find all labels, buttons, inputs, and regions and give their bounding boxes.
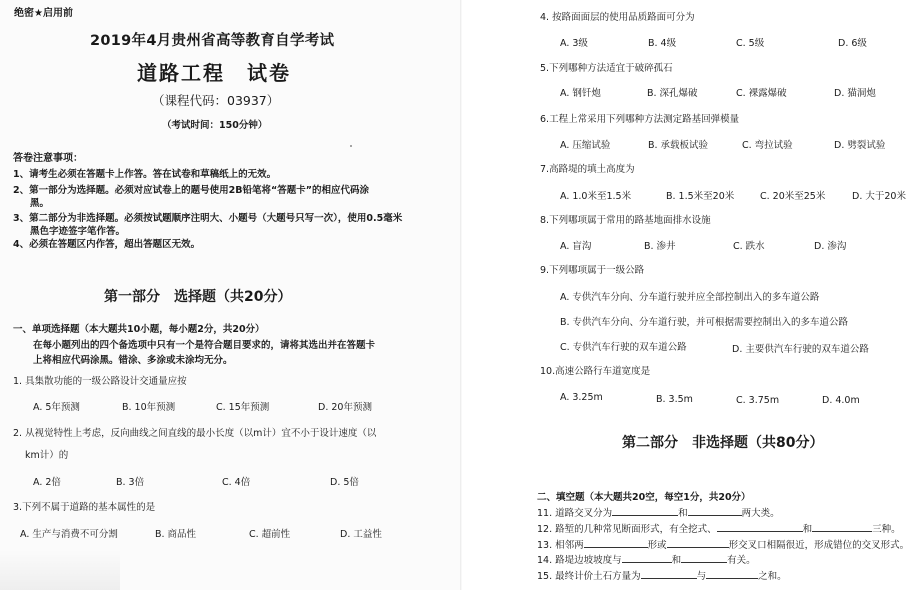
note-item: 2、第一部分为选择题。必须对应试卷上的题号使用2B铅笔将“答题卡”的相应代码涂 [13,185,369,196]
q9-option-a: A. 专供汽车分向、分车道行驶并应全部控制出入的多车道公路 [560,292,820,303]
answer-blank[interactable] [622,554,672,563]
q7-option-a: A. 1.0米至1.5米 [560,191,632,202]
fill-in-text: 形交叉口相隔很近，形成错位的交叉形式。 [728,540,910,551]
q2-option-c: C. 4倍 [222,477,251,488]
question-1-stem: 1. 具集散功能的一级公路设计交通量应按 [13,376,187,387]
answer-blank[interactable] [641,570,697,579]
answer-blank[interactable] [706,570,758,579]
q6-option-b: B. 承载板试验 [648,140,709,151]
confidential-mark: 绝密★启用前 [14,8,73,19]
q2-option-a: A. 2倍 [33,477,61,488]
fill-in-text: 之和。 [758,571,787,582]
fill-in-text: 路堑的几种常见断面形式，有全挖式、 [555,524,717,535]
question-2-stem: km计）的 [25,450,69,461]
answer-blank[interactable] [812,523,872,532]
question-3-stem: 3.下列不属于道路的基本属性的是 [13,502,156,513]
fill-in-text: 和 [678,508,688,519]
q2-option-d: D. 5倍 [330,477,359,488]
q1-option-c: C. 15年预测 [216,402,270,413]
q7-option-c: C. 20米至25米 [760,191,826,202]
fill-in-text: 三种。 [872,524,901,535]
q5-option-a: A. 钢钎炮 [560,88,601,99]
q3-option-d: D. 工益性 [340,529,382,540]
fill-in-number: 15. [537,571,553,582]
q9-option-d: D. 主要供汽车行驶的双车道公路 [732,344,869,355]
q4-option-a: A. 3级 [560,38,588,49]
fill-in-text: 和 [802,524,813,535]
section2-heading: 二、填空题（本大题共20空，每空1分，共20分） [537,492,751,503]
q3-option-c: C. 超前性 [249,529,291,540]
fill-in-text: 两大类。 [741,508,780,519]
fill-in-12 [537,523,901,535]
q8-option-d: D. 渗沟 [814,241,847,252]
q10-option-c: C. 3.75m [736,395,780,406]
q4-option-b: B. 4级 [648,38,677,49]
question-5-stem: 5.下列哪种方法适宜于破碎孤石 [540,63,673,74]
answer-blank[interactable] [584,539,648,548]
fill-in-number: 13. [537,540,553,551]
q5-option-d: D. 猫洞炮 [834,88,876,99]
q10-option-b: B. 3.5m [656,394,693,405]
question-4-stem: 4. 按路面面层的使用品质路面可分为 [540,12,695,23]
part2-title: 第二部分 非选择题（共80分） [622,435,824,451]
question-10-stem: 10.高速公路行车道宽度是 [540,366,651,377]
question-9-stem: 9.下列哪项属于一级公路 [540,265,645,276]
q5-option-b: B. 深孔爆破 [647,88,698,99]
question-8-stem: 8.下列哪项属于常用的路基地面排水设施 [540,215,711,226]
q10-option-a: A. 3.25m [560,392,603,403]
note-item: 黑。 [30,198,50,209]
scan-speck [350,145,352,147]
note-item: 黑色字迹签字笔作答。 [30,226,126,237]
question-7-stem: 7.高路堤的填土高度为 [540,164,635,175]
q1-option-a: A. 5年预测 [33,402,80,413]
scan-shadow [0,550,120,590]
q2-option-b: B. 3倍 [116,477,145,488]
q8-option-c: C. 跌水 [733,241,765,252]
q3-option-a: A. 生产与消费不可分割 [20,529,118,540]
fill-in-number: 12. [537,524,553,535]
section1-desc: 上将相应代码涂黑。错涂、多涂或未涂均无分。 [33,355,233,366]
q5-option-c: C. 裸露爆破 [736,88,787,99]
fill-in-text: 最终计价土石方量为 [555,571,641,582]
q9-option-c: C. 专供汽车行驶的双车道公路 [560,342,687,353]
fill-in-number: 14. [537,555,553,566]
question-2-stem: 2. 从视觉特性上考虑，反向曲线之间直线的最小长度（以m计）宜不小于设计速度（以 [13,428,377,439]
notes-title: 答卷注意事项： [13,153,83,164]
answer-blank[interactable] [667,539,729,548]
q4-option-d: D. 6级 [838,38,867,49]
fill-in-number: 11. [537,508,553,519]
answer-blank[interactable] [688,507,742,516]
q6-option-a: A. 压缩试验 [560,140,611,151]
answer-blank[interactable] [612,507,678,516]
part1-title: 第一部分 选择题（共20分） [104,289,292,305]
q3-option-b: B. 商品性 [155,529,197,540]
question-6-stem: 6.工程上常采用下列哪种方法测定路基回弹模量 [540,114,740,125]
q8-option-a: A. 盲沟 [560,241,592,252]
q8-option-b: B. 渗井 [644,241,676,252]
section1-heading: 一、单项选择题（本大题共10小题，每小题2分，共20分） [13,324,265,335]
subject-title: 道路工程 试卷 [137,61,291,85]
exam-title: 2019年4月贵州省高等教育自学考试 [90,33,335,49]
fill-in-text: 相邻两 [555,540,584,551]
fill-in-text: 道路交叉分为 [555,508,613,519]
q1-option-d: D. 20年预测 [318,402,372,413]
q7-option-d: D. 大于20米 [852,191,906,202]
fill-in-14 [537,554,756,566]
q6-option-c: C. 弯拉试验 [742,140,793,151]
fill-in-text: 与 [696,571,707,582]
answer-blank[interactable] [681,554,727,563]
q10-option-d: D. 4.0m [822,395,860,406]
exam-time: （考试时间：150分钟） [162,120,268,131]
right-page [462,0,920,590]
fill-in-11 [537,507,780,519]
fill-in-text: 有关。 [727,555,756,566]
note-item: 4、必须在答题区内作答，超出答题区无效。 [13,239,201,250]
fill-in-13 [537,539,909,551]
fill-in-text: 和 [671,555,682,566]
note-item: 1、请考生必须在答题卡上作答。答在试卷和草稿纸上的无效。 [13,169,277,180]
course-code: （课程代码：03937） [152,93,280,108]
section1-desc: 在每小题列出的四个备选项中只有一个是符合题目要求的，请将其选出并在答题卡 [33,340,376,351]
q4-option-c: C. 5级 [736,38,765,49]
q7-option-b: B. 1.5米至20米 [666,191,735,202]
note-item: 3、第二部分为非选择题。必须按试题顺序注明大、小题号（大题号只写一次），使用0.5毫米 [13,213,403,224]
fill-in-text: 形或 [647,540,667,551]
answer-blank[interactable] [717,523,803,532]
fill-in-15 [537,570,787,582]
q6-option-d: D. 劈裂试验 [834,140,886,151]
fill-in-text: 路堤边坡坡度与 [555,555,622,566]
q9-option-b: B. 专供汽车分向、分车道行驶，并可根据需要控制出入的多车道公路 [560,317,849,328]
q1-option-b: B. 10年预测 [122,402,176,413]
